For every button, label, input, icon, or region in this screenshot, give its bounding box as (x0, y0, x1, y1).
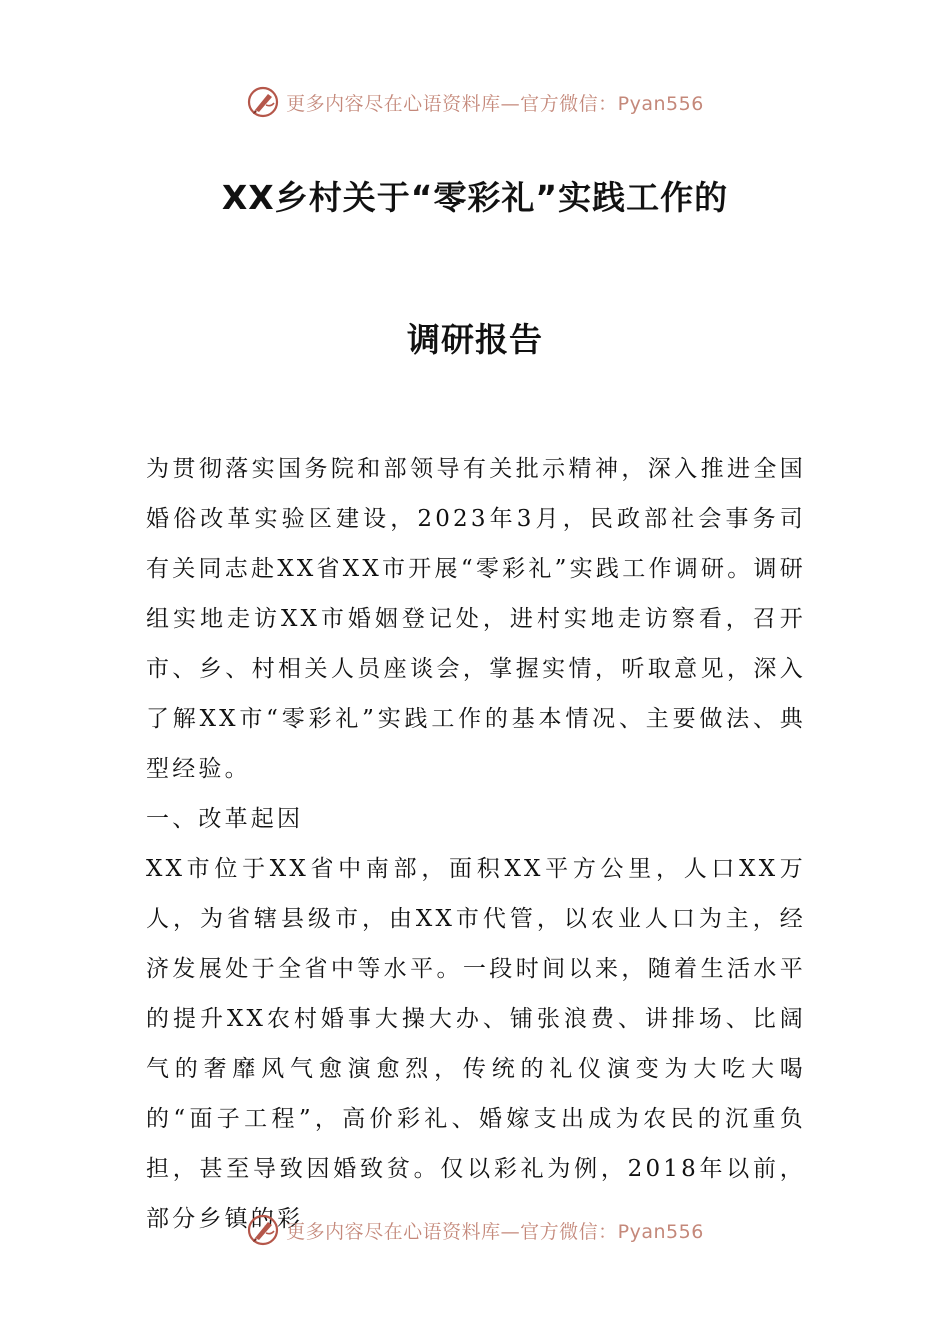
watermark-text: 更多内容尽在心语资料库—官方微信：Pyan556 (286, 1220, 704, 1243)
wechat-id: Pyan556 (617, 92, 704, 115)
paragraph-intro: 为贯彻落实国务院和部领导有关批示精神，深入推进全国婚俗改革实验区建设，2023年3月，民政部社会事务司有关同志赴XX省XX市开展“零彩礼”实践工作调研。调研组实地走访XX市婚姻登记处，进村实地走访察看，召开市、乡、村相关人员座谈会，掌握实情，听取意见，深入了解XX市“零彩礼”实践工作的基本情况、主要做法、典型经验。 (146, 456, 806, 782)
document-title-line-1: XX乡村关于“零彩礼”实践工作的 (221, 178, 729, 217)
document-title-line-2: 调研报告 (407, 320, 543, 359)
wechat-id: Pyan556 (617, 1220, 704, 1243)
watermark-header (0, 80, 950, 124)
watermark-footer (0, 1208, 950, 1252)
document-body (146, 444, 806, 1244)
watermark-text: 更多内容尽在心语资料库—官方微信：Pyan556 (286, 92, 704, 115)
pen-logo-icon (246, 85, 280, 119)
paragraph-background: XX市位于XX省中南部，面积XX平方公里，人口XX万人，为省辖县级市，由XX市代管，以农业人口为主，经济发展处于全省中等水平。一段时间以来，随着生活水平的提升XX农村婚事大操大办、铺张浪费、讲排场、比阔气的奢靡风气愈演愈烈，传统的礼仪演变为大吃大喝的“面子工程”，高价彩礼、婚嫁支出成为农民的沉重负担，甚至导致因婚致贫。仅以彩礼为例，2018年以前，部分乡镇的彩 (146, 856, 806, 1232)
pen-logo-icon (246, 1213, 280, 1247)
section-heading: 一、改革起因 (146, 806, 304, 832)
